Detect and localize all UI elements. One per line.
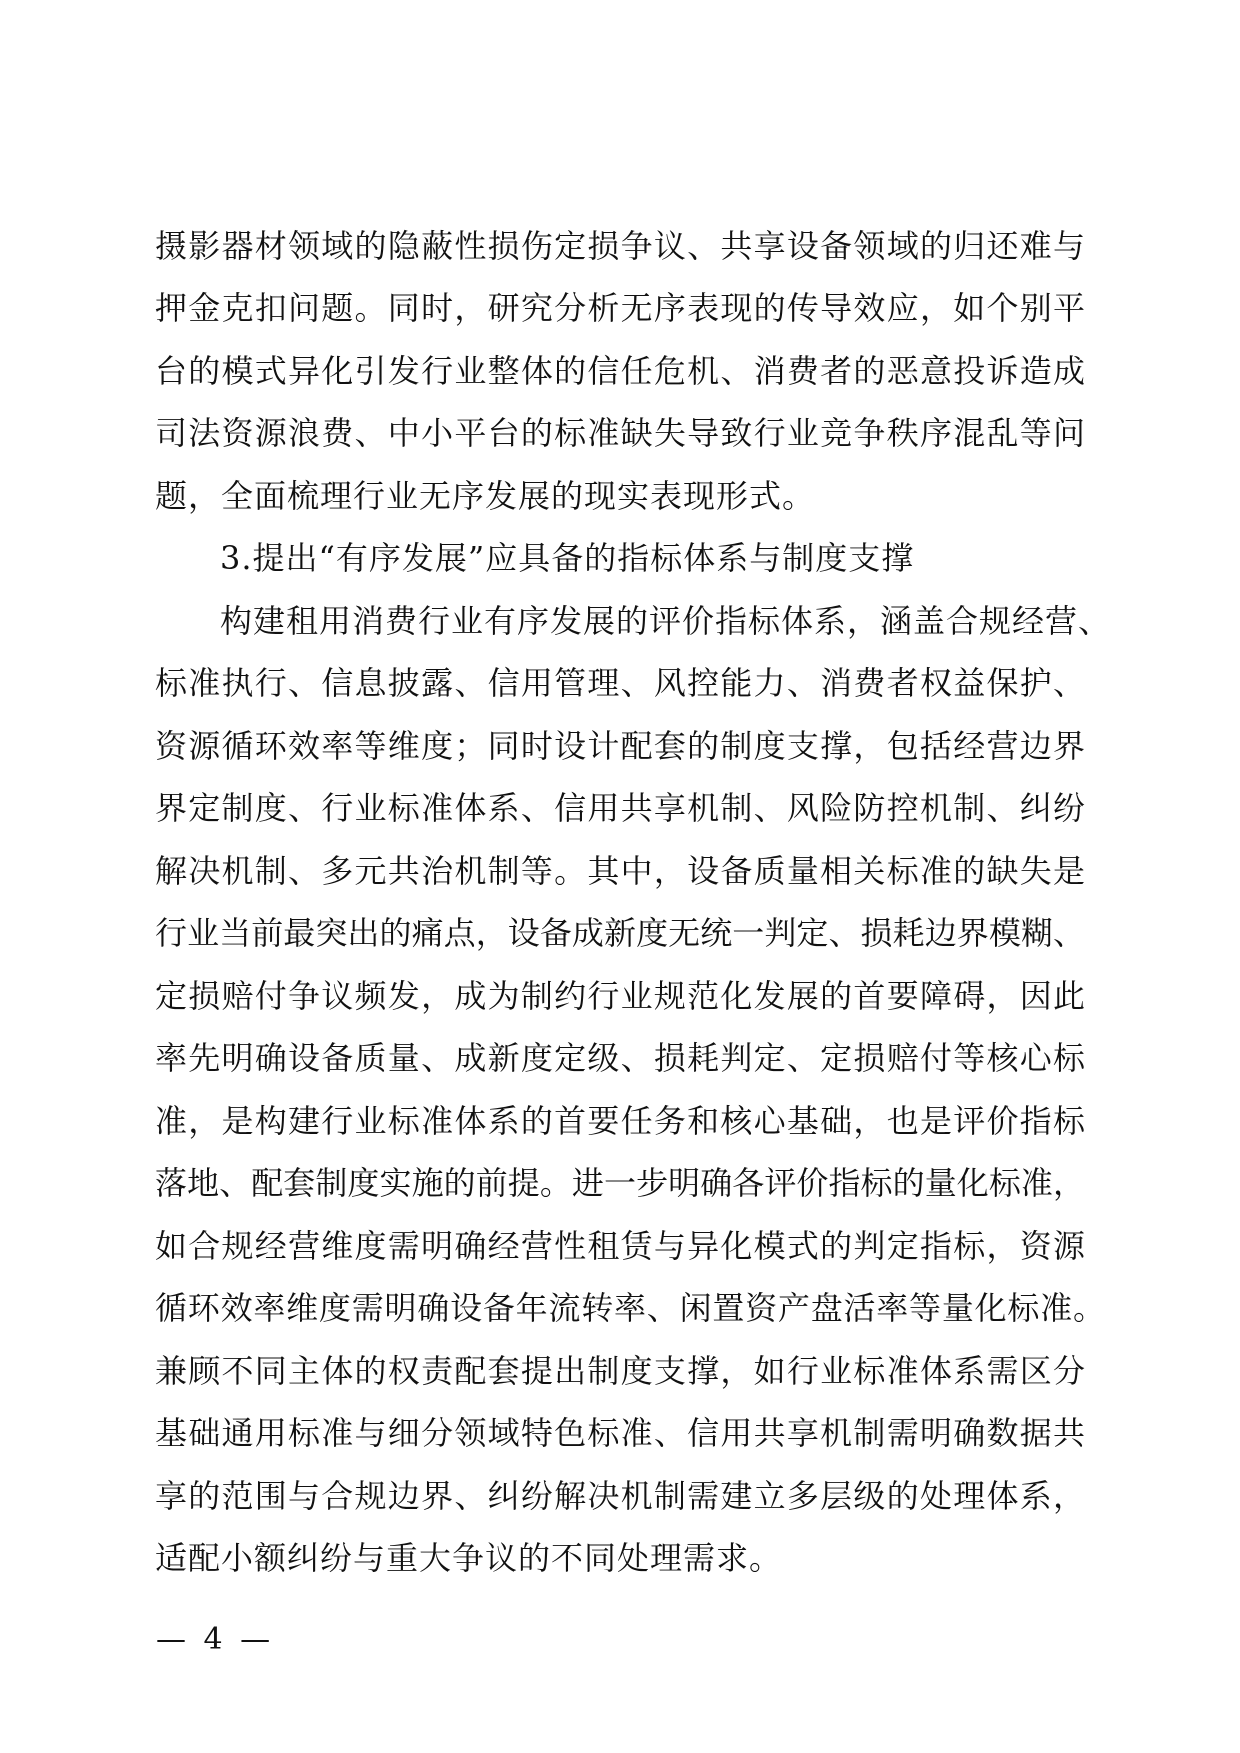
text-line: 定损赔付争议频发，成为制约行业规范化发展的首要障碍，因此 [155,977,1085,1015]
text-line: 标准执行、信息披露、信用管理、风控能力、消费者权益保护、 [155,664,1085,702]
text-line: 构建租用消费行业有序发展的评价指标体系，涵盖合规经营、 [220,602,1110,640]
text-line: 循环效率维度需明确设备年流转率、闲置资产盘活率等量化标准。 [155,1289,1105,1327]
text-line: 行业当前最突出的痛点，设备成新度无统一判定、损耗边界模糊、 [155,914,1085,952]
text-line: 如合规经营维度需明确经营性租赁与异化模式的判定指标，资源 [155,1227,1085,1265]
text-line: 落地、配套制度实施的前提。进一步明确各评价指标的量化标准， [155,1164,1085,1202]
page-number: — 4 — [156,1622,275,1657]
text-line: 押金克扣问题。同时，研究分析无序表现的传导效应，如个别平 [155,289,1085,327]
text-line: 台的模式异化引发行业整体的信任危机、消费者的恶意投诉造成 [155,352,1085,390]
text-line: 资源循环效率等维度；同时设计配套的制度支撑，包括经营边界 [155,727,1085,765]
text-line: 基础通用标准与细分领域特色标准、信用共享机制需明确数据共 [155,1414,1085,1452]
text-line: 界定制度、行业标准体系、信用共享机制、风险防控机制、纠纷 [155,789,1085,827]
text-line: 兼顾不同主体的权责配套提出制度支撑，如行业标准体系需区分 [155,1352,1085,1390]
text-line: 解决机制、多元共治机制等。其中，设备质量相关标准的缺失是 [155,852,1085,890]
text-line: 题，全面梳理行业无序发展的现实表现形式。 [155,477,816,515]
text-line: 准，是构建行业标准体系的首要任务和核心基础，也是评价指标 [155,1102,1085,1140]
text-line: 享的范围与合规边界、纠纷解决机制需建立多层级的处理体系， [155,1477,1085,1515]
text-line: 摄影器材领域的隐蔽性损伤定损争议、共享设备领域的归还难与 [155,227,1085,265]
text-line: 司法资源浪费、中小平台的标准缺失导致行业竞争秩序混乱等问 [155,414,1085,452]
text-line: 率先明确设备质量、成新度定级、损耗判定、定损赔付等核心标 [155,1039,1085,1077]
text-line: 适配小额纠纷与重大争议的不同处理需求。 [155,1539,783,1577]
section-heading: 3.提出“有序发展”应具备的指标体系与制度支撑 [220,539,915,577]
